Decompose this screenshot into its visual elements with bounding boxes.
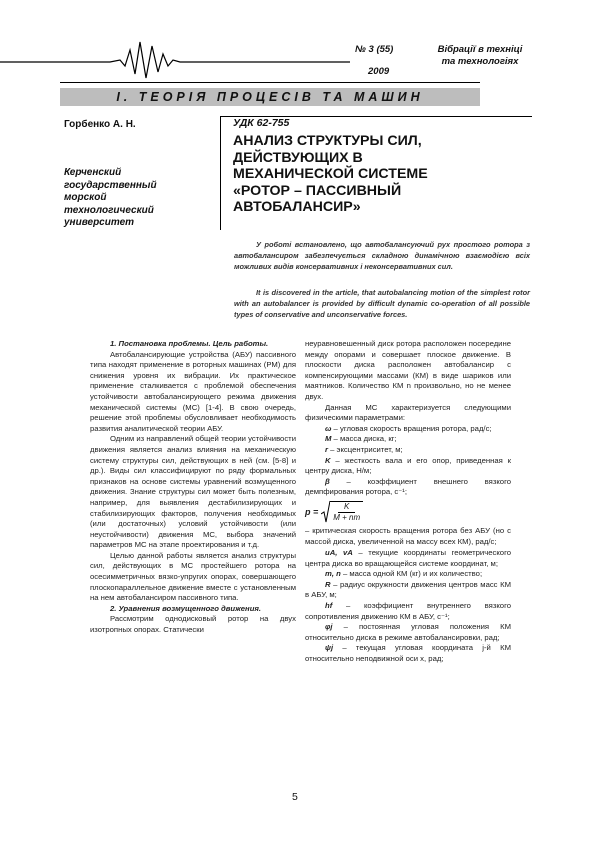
symbol: uA, vA — [325, 548, 353, 558]
parameter-definition — [305, 548, 511, 569]
abstract-english: It is discovered in the article, that autobalancing motion of the simplest rotor with an autobalancer is provided by difficult dynamic co-operation of all possible types of conservative and unconservative forces. — [234, 288, 530, 319]
symbol: R — [325, 579, 331, 589]
symbol: β — [325, 476, 330, 486]
section-banner: І. ТЕОРІЯ ПРОЦЕСІВ ТА МАШИН — [60, 88, 480, 106]
numerator: K — [338, 502, 355, 513]
parameter-definition — [305, 601, 511, 622]
affiliation — [64, 167, 194, 230]
affiliation-line: технологический — [64, 204, 154, 216]
parameter-definition — [305, 643, 511, 664]
paragraph: неуравновешенный диск ротора расположен посередине между опорами и совершает плоское движение. В плоскости диска расположен автобалансир с компенсирующими массами (КМ) в виде шариков или маятников. Количество КМ n произвольно, но не менее двух. — [305, 339, 511, 401]
definition-text: – масса диска, кг; — [331, 434, 397, 444]
definition-text: – угловая скорость вращения ротора, рад/с; — [331, 423, 492, 433]
affiliation-line: морской — [64, 192, 107, 203]
title-line: «РОТОР – ПАССИВНЫЙ — [233, 182, 402, 199]
paragraph: Автобалансирующие устройства (АБУ) пассивного типа находят применение в роторных машинах (РМ) для снижения уровня их вибрации. Их практическое применение сталкивается с проблемой обеспечения устойчивости автобалансирующего режима движения механической системы (МС) [1-4]. В свою очередь, решение этой проблемы обусловливает необходимость развития аналитической теории АБУ. — [90, 349, 296, 433]
paper-title — [233, 133, 533, 216]
definition-text: – эксцентриситет, м; — [328, 444, 403, 454]
paragraph: Данная МС характеризуется следующими физическими параметрами: — [305, 402, 511, 423]
parameter-definition — [305, 424, 511, 435]
affiliation-line: университет — [64, 217, 135, 228]
journal-name-line: та технологіях — [441, 56, 519, 67]
header-rule — [60, 82, 480, 83]
abstract-ukrainian: У роботі встановлено, що автобалансуючий рух простого ротора з автобалансиром забезпечується складною динамічною взаємодією всіх можливих видів консервативних і неконсервативних сил. — [234, 240, 530, 271]
definition-text: – жесткость вала и его опор, приведенная к центру диска, Н/м; — [305, 455, 511, 476]
symbol: hf — [325, 601, 333, 611]
page-number: 5 — [292, 791, 298, 803]
parameter-definition — [305, 569, 511, 580]
symbol: φj — [325, 622, 333, 632]
udk-code: УДК 62-755 — [233, 117, 290, 129]
definition-text: – радиус окружности движения центров масс КМ в АБУ, м; — [305, 579, 511, 600]
definition-text: – коэффициент внешнего вязкого демпфирования ротора, с⁻¹; — [305, 476, 511, 497]
formula-expression — [305, 500, 511, 524]
definition-text: – постоянная угловая положения КМ относительно диска в режиме автобалансировки, рад; — [305, 622, 511, 642]
symbol: M — [325, 434, 332, 444]
definition-text: – текущая угловая координата j-й КМ относительно неподвижной оси x, рад; — [305, 643, 511, 664]
parameter-definition — [305, 456, 511, 477]
parameter-definition — [305, 434, 511, 445]
symbol: K — [325, 455, 331, 465]
denominator: M + nm — [333, 512, 361, 522]
symbol: r — [325, 444, 328, 454]
definition-text: – коэффициент внутреннего вязкого сопротивления движению КМ в АБУ, с⁻¹; — [305, 601, 511, 621]
title-line: АНАЛИЗ СТРУКТУРЫ СИЛ, — [233, 133, 422, 149]
critical-speed-formula — [305, 500, 511, 547]
title-line: АВТОБАЛАНСИР» — [233, 199, 361, 215]
body-column-right — [305, 339, 511, 665]
parameter-definition — [305, 477, 511, 498]
title-frame-vertical — [220, 116, 221, 230]
title-line: ДЕЙСТВУЮЩИХ В — [233, 149, 363, 166]
title-line: МЕХАНИЧЕСКОЙ СИСТЕМЕ — [233, 166, 428, 182]
formula-lhs: p = — [305, 506, 319, 517]
header-waveform-graphic — [0, 32, 420, 82]
parameter-definition — [305, 445, 511, 456]
definition-text: – критическая скорость вращения ротора без АБУ (но с массой диска, увеличенной на массу всех КМ), рад/с; — [305, 525, 511, 546]
paragraph: Одним из направлений общей теории устойчивости движения является анализ влияния на механическую систему структуры сил, действующих в ней (см. [5-8] и др.). Виды сил классифицируют по ряду формальных признаков на основе системы уравнений возмущенного движения. Знание структуры сил может быть полезным, например, для выявления дестабилизирующих и стабилизирующих факторов, получения необходимых (или достаточных) условий устойчивости (или неустойчивости) движения МС, выбора значений параметров МС на этапе проектирования и т.д. — [90, 434, 296, 550]
symbol: ω — [325, 423, 332, 433]
symbol: ψj — [325, 643, 334, 653]
journal-name-line: Вібрації в техніці — [437, 44, 523, 55]
author-name: Горбенко А. Н. — [64, 119, 136, 130]
paragraph: Рассмотрим однодисковый ротор на двух изотропных опорах. Статически — [90, 614, 296, 635]
paragraph: Целью данной работы является анализ структуры сил, действующих в МС простейшего ротора на осесимметричных вязко-упругих опорах, совершающего плоскопараллельное движение вместе с установленным на нем автобалансиром пассивного типа. — [90, 550, 296, 603]
parameter-definition — [305, 580, 511, 601]
fraction — [330, 501, 363, 523]
affiliation-line: государственный — [64, 179, 157, 191]
parameter-definition — [305, 622, 511, 643]
affiliation-line: Керченский — [64, 167, 122, 178]
section-heading: 1. Постановка проблемы. Цель работы. — [110, 339, 269, 348]
definition-text: – масса одной КМ (кг) и их количество; — [340, 569, 483, 579]
issue-year: 2009 — [368, 66, 390, 77]
issue-number: № 3 (55) — [355, 44, 394, 55]
sqrt-sign — [321, 500, 363, 524]
symbol: m, n — [325, 569, 341, 579]
definition-text: – текущие координаты геометрического центра диска во вращающейся системе координат, м; — [305, 548, 511, 568]
journal-name — [420, 44, 540, 68]
body-column-left — [90, 339, 296, 636]
radical-icon — [321, 500, 330, 524]
section-heading: 2. Уравнения возмущенного движения. — [110, 603, 262, 613]
